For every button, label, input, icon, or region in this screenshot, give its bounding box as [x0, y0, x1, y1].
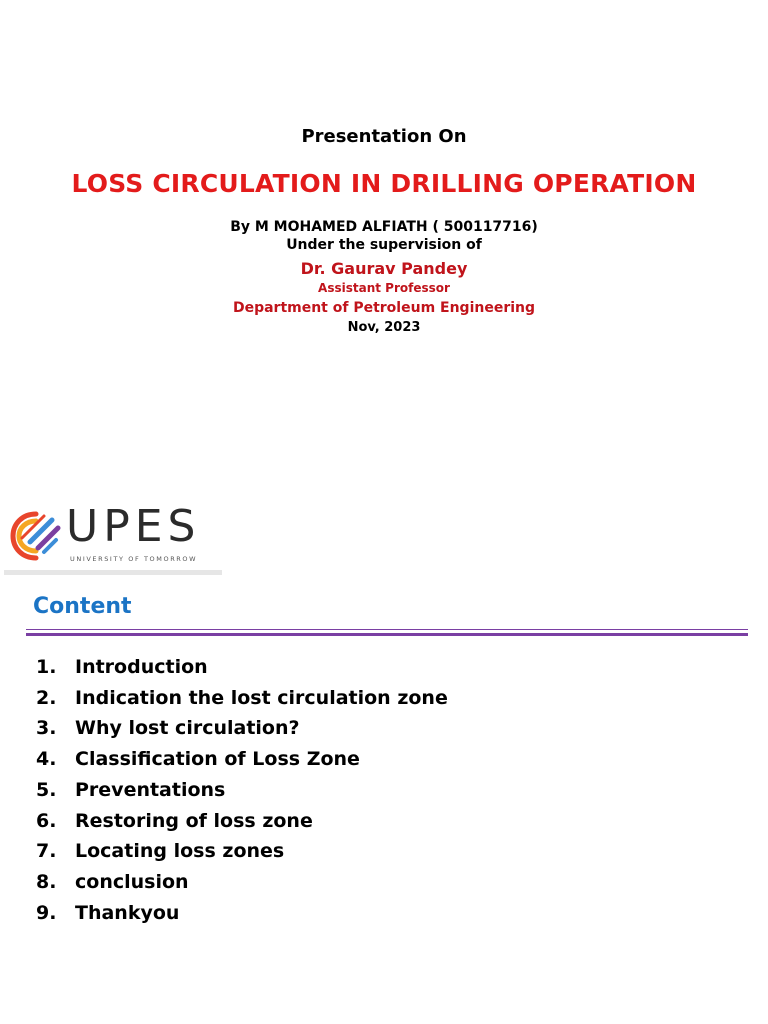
department-name: Department of Petroleum Engineering: [232, 300, 536, 316]
toc-item-preventations: [36, 775, 448, 806]
toc-item-label: Why lost circulation?: [75, 717, 300, 740]
author-line: By M MOHAMED ALFIATH ( 500117716): [230, 219, 538, 235]
supervisor-designation: Assistant Professor: [318, 281, 450, 295]
content-divider: [26, 629, 748, 637]
toc-item-number: 3.: [36, 717, 57, 740]
toc-item-number: 1.: [36, 656, 57, 678]
upes-logo: [4, 500, 222, 576]
supervision-line: Under the supervision of: [286, 237, 482, 253]
toc-item-conclusion: [36, 867, 448, 898]
toc-item-number: 5.: [36, 778, 57, 801]
upes-tagline: UNIVERSITY OF TOMORROW: [70, 555, 198, 563]
toc-item-number: 2.: [36, 686, 57, 709]
toc-item-label: Locating loss zones: [75, 840, 285, 863]
toc-item-introduction: [36, 652, 448, 683]
toc-item-indication: [36, 683, 448, 714]
toc-item-label: Introduction: [75, 656, 208, 678]
toc-item-why-lost-circulation: [36, 713, 448, 744]
toc-item-restoring: [36, 806, 448, 837]
toc-item-number: 4.: [36, 748, 57, 771]
toc-item-number: 9.: [36, 901, 57, 924]
presentation-on-label: Presentation On: [301, 126, 467, 147]
toc-item-label: conclusion: [75, 870, 189, 893]
toc-item-label: Thankyou: [75, 901, 180, 924]
supervisor-name: Dr. Gaurav Pandey: [300, 259, 468, 278]
toc-item-number: 8.: [36, 870, 57, 893]
toc-item-number: 6.: [36, 809, 57, 832]
divider-thin-line: [26, 629, 748, 630]
toc-item-label: Indication the lost circulation zone: [75, 686, 448, 709]
upes-logo-icon: [8, 508, 64, 564]
divider-thick-line: [26, 633, 748, 636]
logo-shadow-bar: [4, 570, 222, 575]
table-of-contents: [36, 652, 448, 928]
content-heading: Content: [33, 594, 132, 619]
toc-item-label: Classification of Loss Zone: [75, 748, 360, 771]
upes-wordmark: UPES: [66, 501, 201, 552]
toc-item-locating: [36, 836, 448, 867]
toc-item-thankyou: [36, 898, 448, 929]
title-slide: [0, 124, 768, 337]
presentation-title: LOSS CIRCULATION IN DRILLING OPERATION: [71, 169, 697, 198]
toc-item-number: 7.: [36, 840, 57, 863]
toc-item-label: Restoring of loss zone: [75, 809, 313, 832]
presentation-date: Nov, 2023: [347, 320, 421, 335]
toc-item-classification: [36, 744, 448, 775]
toc-item-label: Preventations: [75, 778, 226, 801]
